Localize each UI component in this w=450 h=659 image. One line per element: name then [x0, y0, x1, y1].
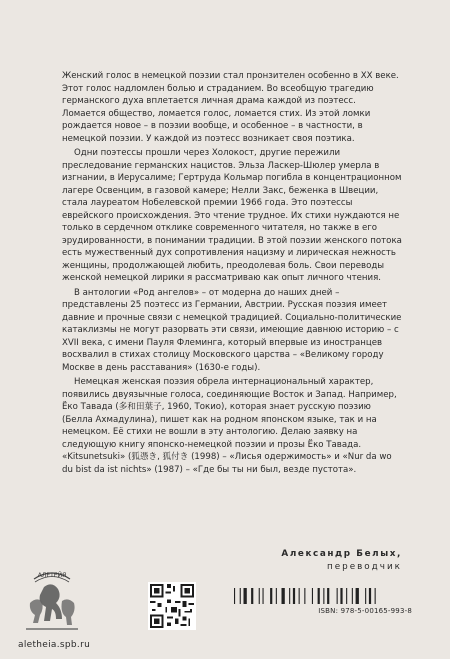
- paragraph-1: Женский голос в немецкой поэзии стал пронзителен особенно в XX веке. Этот голос надломлен болью и страданием. Во всеобщую трагедию германского духа вплетается личная драма каждой из поэтесс. Ломается общество, ломается голос, ломается стих. Из этой ломки рождается новое – в поэзии вообще, и особенное – в частности, в немецкой поэзии. У каждой из поэтесс возникает своя поэтика.: [62, 71, 399, 144]
- barcode-icon: [234, 588, 416, 604]
- isbn-label: ISBN: 978-5-00165-993-8: [318, 607, 412, 615]
- logo-text: АЛЕТЕЙЯ: [37, 572, 67, 579]
- back-cover-text: [62, 70, 402, 478]
- paragraph-3: В антологии «Род ангелов» – от модерна до наших дней – представлены 25 поэтесс из Германии, Австрии. Русская поэзия имеет давние и прочные связи с немецкой традицией. Социально-политические катаклизмы не могут разорвать эти связи, имеющие давнюю историю – с XVII века, с имени Пауля Флеминга, который впервые из иностранцев восхвалил в стихах столицу Московского царства – «Великому городу Москве в день расставания» (1630-е годы).: [62, 287, 402, 373]
- publisher-website: aletheia.spb.ru: [18, 640, 91, 650]
- qr-code-icon: [148, 582, 196, 630]
- paragraph-2: Одни поэтессы прошли через Холокост, другие пережили преследование германских нацистов. Эльза Ласкер-Шюлер умерла в изгнании, в Иерусалиме; Гертруда Кольмар погибла в концентрационном лагере Освенцим, в газовой камере; Нелли Закс, беженка в Швеции, стала лауреатом Нобелевской премии 1966 года. Это поэтессы еврейского происхождения. Это чтение трудное. Их стихи нуждаются не только в сердечном отклике современного читателя, но также в его эрудированности, в понимании традиции. В этой поэзии женского потока есть мужественный дух сопротивления нацизму и лирическая нежность женщины, продолжающей любить, преодолевая боль. Свои переводы женской немецкой лирики я рассматриваю как опыт личного чтения.: [62, 148, 402, 283]
- translator-role: переводчик: [326, 562, 402, 572]
- aletheia-lion-emblem-icon: [20, 563, 84, 631]
- paragraph-4: Немецкая женская поэзия обрела интернациональный характер, появились двуязычные голоса, соединяющие Восток и Запад. Например, Ёко Тавада (多和田葉子, 1960, Токио), которая знает русскую поэзию (Белла Ахмадулина), пишет как на родном японском языке, так и на немецком. Её стихи не вошли в эту антологию. Делаю заявку на следующую книгу японско-немецкой поэзии и прозы Ёко Тавада. «Kitsunetsuki» (狐憑き, 狐付き (1998) – «Лисья одержимость» и «Nur da wo du bist da ist nichts» (1987) – «Где бы ты ни был, везде пустота».: [62, 377, 397, 475]
- translator-name: Александр Белых,: [281, 549, 402, 559]
- translator-signature: [281, 548, 402, 574]
